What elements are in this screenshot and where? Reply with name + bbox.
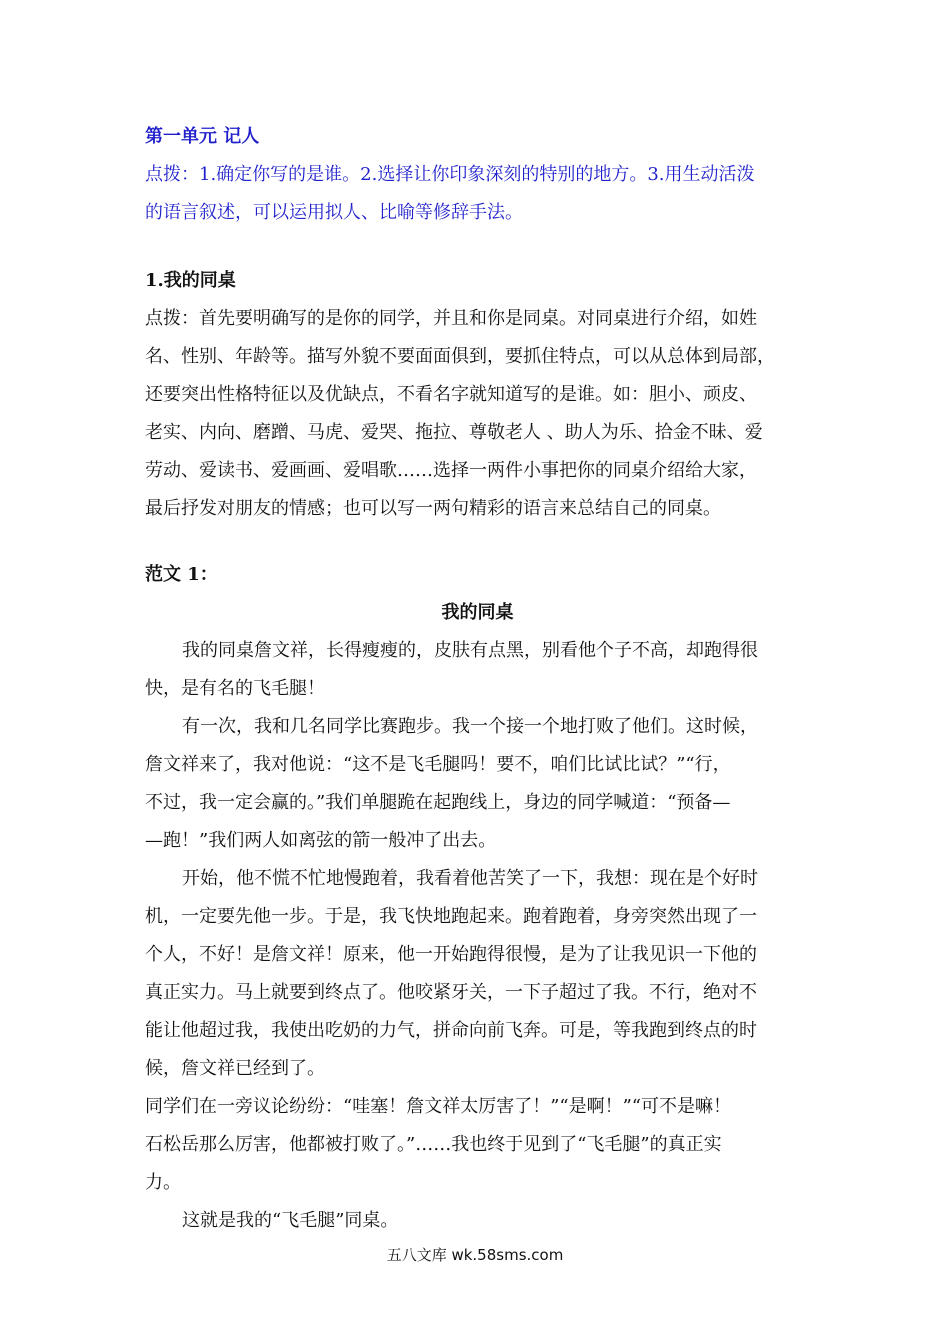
essay-line: 有一次，我和几名同学比赛跑步。我一个接一个地打败了他们。这时候， bbox=[182, 716, 758, 737]
page-footer: 五八文库 wk.58sms.com bbox=[386, 1246, 564, 1264]
essay-line: 不过，我一定会赢的。”我们单腿跪在起跑线上，身边的同学喊道：“预备— bbox=[145, 792, 731, 813]
essay-line: 能让他超过我，我使出吃奶的力气，拼命向前飞奔。可是，等我跑到终点的时 bbox=[145, 1020, 757, 1041]
essay-line: 力。 bbox=[145, 1172, 181, 1193]
topic-title: 1.我的同桌 bbox=[145, 270, 236, 291]
essay-paragraph bbox=[145, 1088, 810, 1202]
topic-tip-line: 名、性别、年龄等。描写外貌不要面面俱到，要抓住特点，可以从总体到局部， bbox=[145, 346, 775, 367]
example-title: 我的同桌 bbox=[441, 602, 514, 623]
essay-line: 机，一定要先他一步。于是，我飞快地跑起来。跑着跑着，身旁突然出现了一 bbox=[145, 906, 757, 927]
essay-paragraph bbox=[145, 632, 810, 708]
essay-line: 真正实力。马上就要到终点了。他咬紧牙关，一下子超过了我。不行，绝对不 bbox=[145, 982, 757, 1003]
topic-tip-line: 劳动、爱读书、爱画画、爱唱歌……选择一两件小事把你的同桌介绍给大家， bbox=[145, 460, 757, 481]
topic-tip-line: 最后抒发对朋友的情感；也可以写一两句精彩的语言来总结自己的同桌。 bbox=[145, 498, 721, 519]
unit-tip-line: 点拨：1.确定你写的是谁。2.选择让你印象深刻的特别的地方。3.用生动活泼 bbox=[145, 164, 755, 185]
topic-tip-line: 还要突出性格特征以及优缺点，不看名字就知道写的是谁。如：胆小、顽皮、 bbox=[145, 384, 757, 405]
document-page bbox=[145, 118, 810, 1240]
essay-line: 快，是有名的飞毛腿！ bbox=[145, 678, 325, 699]
essay-line: 詹文祥来了，我对他说：“这不是飞毛腿吗！要不，咱们比试比试？”“行， bbox=[145, 754, 731, 775]
spacer bbox=[145, 232, 810, 262]
topic-tip-line: 老实、内向、磨蹭、马虎、爱哭、拖拉、尊敬老人 、助人为乐、拾金不昧、爱 bbox=[145, 422, 763, 443]
essay-line: 这就是我的“飞毛腿”同桌。 bbox=[182, 1210, 399, 1231]
unit-title: 第一单元 记人 bbox=[145, 126, 260, 147]
essay-line: 候，詹文祥已经到了。 bbox=[145, 1058, 325, 1079]
essay-line: 石松岳那么厉害，他都被打败了。”……我也终于见到了“飞毛腿”的真正实 bbox=[145, 1134, 722, 1155]
essay-paragraph bbox=[145, 1202, 810, 1240]
unit-tip-line: 的语言叙述，可以运用拟人、比喻等修辞手法。 bbox=[145, 202, 523, 223]
spacer bbox=[145, 528, 810, 556]
essay-line: 我的同桌詹文祥，长得瘦瘦的，皮肤有点黑，别看他个子不高，却跑得很 bbox=[182, 640, 758, 661]
example-label: 范文 1： bbox=[145, 564, 218, 585]
essay-paragraph bbox=[145, 708, 810, 860]
essay-line: 开始，他不慌不忙地慢跑着，我看着他苦笑了一下，我想：现在是个好时 bbox=[182, 868, 758, 889]
essay-paragraph bbox=[145, 860, 810, 1088]
topic-tip-line: 点拨：首先要明确写的是你的同学，并且和你是同桌。对同桌进行介绍，如姓 bbox=[145, 308, 757, 329]
essay-line: 个人，不好！是詹文祥！原来，他一开始跑得很慢，是为了让我见识一下他的 bbox=[145, 944, 757, 965]
essay-line: —跑！”我们两人如离弦的箭一般冲了出去。 bbox=[145, 830, 497, 851]
essay-line: 同学们在一旁议论纷纷：“哇塞！詹文祥太厉害了！”“是啊！”“可不是嘛！ bbox=[145, 1096, 732, 1117]
